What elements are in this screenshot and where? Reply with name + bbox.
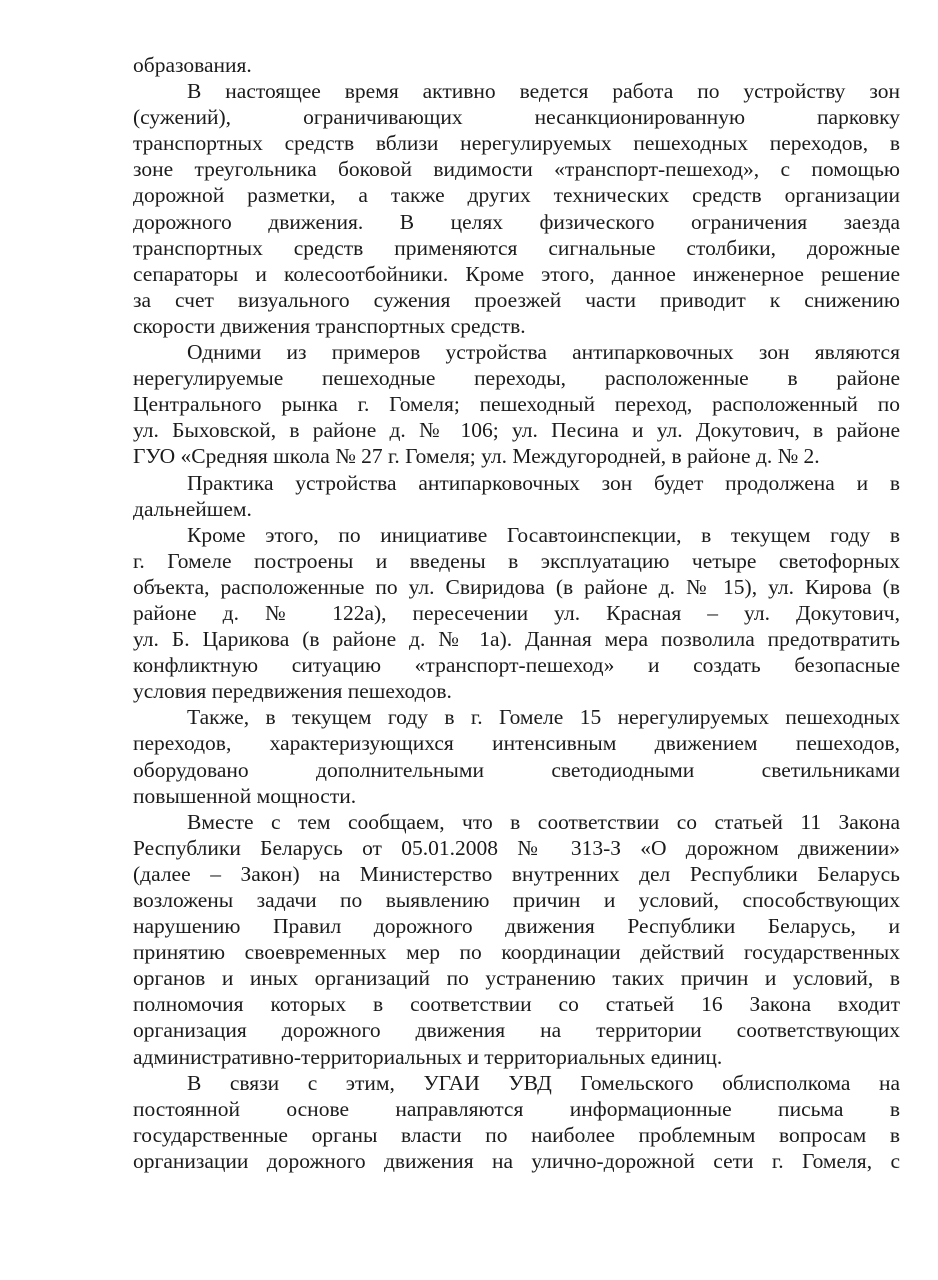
text-line: принятию своевременных мер по координации действий государственных [133, 940, 900, 965]
paragraph-traffic-lights [133, 522, 900, 705]
text-line: условия передвижения пешеходов. [133, 679, 452, 704]
text-line: полномочия которых в соответствии со статьей 16 Закона входит [133, 992, 900, 1017]
paragraph-parking-zones [133, 78, 900, 339]
paragraph-lighting [133, 704, 900, 808]
text-line: объекта, расположенные по ул. Свиридова (в районе д. № 15), ул. Кирова (в [133, 574, 900, 599]
text-line: переходов, характеризующихся интенсивным движением пешеходов, [133, 731, 900, 756]
text-line: Вместе с тем сообщаем, что в соответствии со статьей 11 Закона [187, 809, 900, 834]
text-line: нарушению Правил дорожного движения Республики Беларусь, и [133, 914, 900, 939]
text-line: зоне треугольника боковой видимости «транспорт-пешеход», с помощью [133, 157, 900, 182]
text-line: организации дорожного движения на улично-дорожной сети г. Гомеля, с [133, 1148, 900, 1173]
text-line: конфликтную ситуацию «транспорт-пешеход» и создать безопасные [133, 653, 900, 678]
text-line: ул. Б. Царикова (в районе д. № 1а). Данная мера позволила предотвратить [133, 627, 900, 652]
text-line: В настоящее время активно ведется работа по устройству зон [187, 79, 900, 104]
text-line: сепараторы и колесоотбойники. Кроме этого, данное инженерное решение [133, 261, 900, 286]
text-line: Центрального рынка г. Гомеля; пешеходный переход, расположенный по [133, 392, 900, 417]
paragraph-letters [133, 1070, 900, 1174]
paragraph-continuation [133, 52, 900, 78]
text-line: возложены задачи по выявлению причин и условий, способствующих [133, 888, 900, 912]
text-line: (сужений), ограничивающих несанкционированную парковку [133, 105, 900, 130]
text-line: (далее – Закон) на Министерство внутренних дел Республики Беларусь [133, 861, 900, 886]
text-line: повышенной мощности. [133, 783, 357, 808]
text-line: административно-территориальных и территориальных единиц. [133, 1044, 723, 1069]
text-line: Республики Беларусь от 05.01.2008 № 313-З «О дорожном движении» [133, 835, 900, 860]
text-line: оборудовано дополнительными светодиодными светильниками [133, 757, 900, 782]
text-line: дорожного движения. В целях физического ограничения заезда [133, 209, 900, 234]
text-line: г. Гомеле построены и введены в эксплуатацию четыре светофорных [133, 548, 900, 573]
text-line: образования. [133, 53, 252, 77]
paragraph-law [133, 809, 900, 1070]
text-line: В связи с этим, УГАИ УВД Гомельского облисполкома на [187, 1070, 900, 1095]
text-line: ул. Быховской, в районе д. № 106; ул. Песина и ул. Докутович, в районе [133, 418, 900, 443]
text-line: Также, в текущем году в г. Гомеле 15 нерегулируемых пешеходных [187, 705, 900, 730]
document-page [133, 52, 900, 1174]
text-line: государственные органы власти по наиболее проблемным вопросам в [133, 1122, 900, 1147]
text-line: постоянной основе направляются информационные письма в [133, 1096, 900, 1121]
text-line: ГУО «Средняя школа № 27 г. Гомеля; ул. Междугородней, в районе д. № 2. [133, 444, 820, 469]
text-line: за счет визуального сужения проезжей части приводит к снижению [133, 287, 900, 312]
text-line: Практика устройства антипарковочных зон будет продолжена и в [187, 470, 900, 495]
paragraph-practice [133, 470, 900, 522]
paragraph-examples [133, 339, 900, 469]
text-line: транспортных средств вблизи нерегулируемых пешеходных переходов, в [133, 131, 900, 156]
text-line: органов и иных организаций по устранению таких причин и условий, в [133, 966, 900, 991]
text-line: Кроме этого, по инициативе Госавтоинспекции, в текущем году в [187, 522, 900, 547]
text-line: организация дорожного движения на территории соответствующих [133, 1018, 900, 1043]
text-line: транспортных средств применяются сигнальные столбики, дорожные [133, 235, 900, 260]
text-line: Одними из примеров устройства антипарковочных зон являются [187, 340, 900, 365]
text-line: скорости движения транспортных средств. [133, 313, 526, 338]
text-line: дорожной разметки, а также других технических средств организации [133, 183, 900, 208]
text-line: нерегулируемые пешеходные переходы, расположенные в районе [133, 366, 900, 391]
text-line: районе д. № 122а), пересечении ул. Красная – ул. Докутович, [133, 600, 900, 625]
text-line: дальнейшем. [133, 496, 252, 521]
